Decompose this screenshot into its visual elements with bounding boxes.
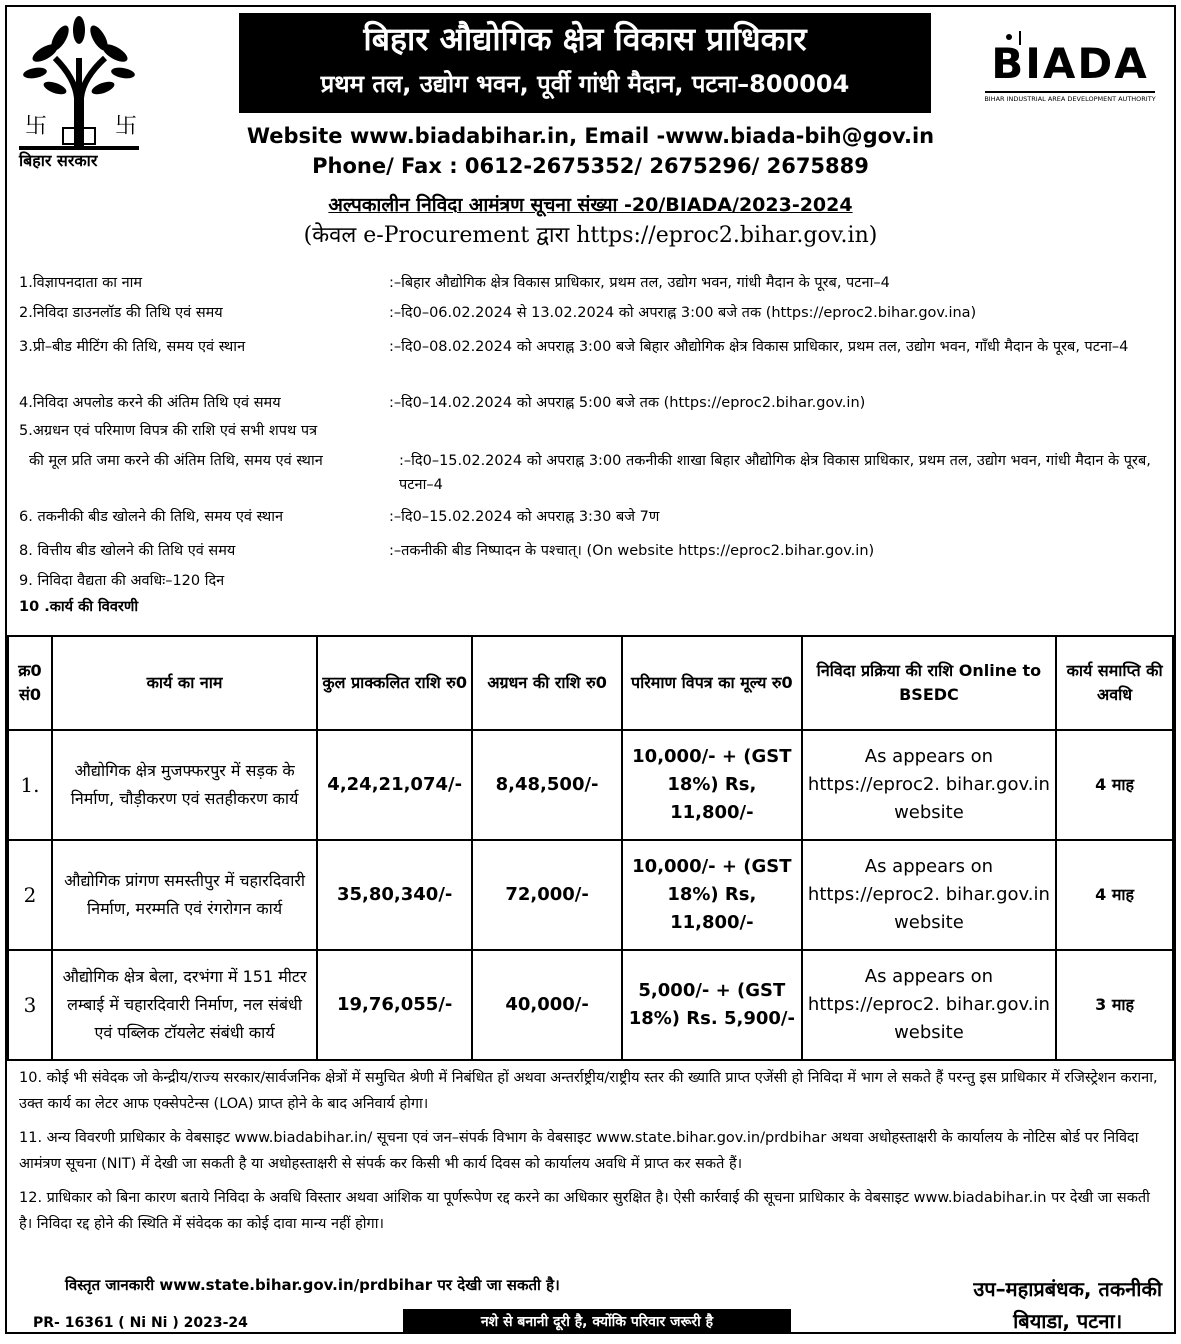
logo-text: BIADA	[991, 39, 1149, 88]
page-title: बिहार औद्योगिक क्षेत्र विकास प्राधिकार	[363, 20, 807, 58]
detail-label: 5.अग्रधन एवं परिमाण विपत्र की राशि एवं सभी शपथ पत्र	[19, 423, 318, 439]
col-header-estimate: कुल प्राक्कलित राशि रु0	[317, 636, 472, 730]
logo-rule	[985, 91, 1155, 93]
detail-label: 2.निविदा डाउनलॉड की तिथि एवं समय	[19, 305, 223, 321]
detail-row	[7, 569, 1174, 595]
cell-name: औद्योगिक प्रांगण समस्तीपुर में चहारदिवारी निर्माण, मरम्मति एवं रंगरोगन कार्य	[52, 840, 317, 950]
svg-text:卐: 卐	[115, 114, 138, 139]
notice-number: अल्पकालीन निविदा आमंत्रण सूचना संख्या -20/BIADA/2023-2024	[328, 194, 853, 216]
svg-text:卐: 卐	[25, 114, 48, 139]
biada-logo	[975, 29, 1165, 119]
cell-sno: 1.	[8, 730, 52, 840]
cell-estimate: 19,76,055/-	[317, 950, 472, 1060]
detail-value: :–दि0–08.02.2024 को अपराह्न 3:00 बजे बिहार औद्योगिक क्षेत्र विकास प्राधिकार, प्रथम तल, उद्योग भवन, गाँधी मैदान के पूरब, पटना–4	[389, 339, 1129, 355]
detail-value: :–दि0–06.02.2024 से 13.02.2024 को अपराह्न 3:00 बजे तक (https://eproc2.bihar.gov.ina)	[389, 305, 977, 321]
info-line: विस्तृत जानकारी www.state.bihar.gov.in/prdbihar पर देखी जा सकती है।	[65, 1276, 560, 1294]
col-header-fee: निविदा प्रक्रिया की राशि Online to BSEDC	[802, 636, 1057, 730]
table-header-row	[8, 636, 1173, 730]
phone-line: Phone/ Fax : 0612-2675352/ 2675296/ 2675889	[312, 154, 869, 178]
detail-row	[7, 595, 1174, 621]
cell-name: औद्योगिक क्षेत्र मुजफ्फरपुर में सड़क के निर्माण, चौड़ीकरण एवं सतहीकरण कार्य	[52, 730, 317, 840]
cell-emd: 8,48,500/-	[472, 730, 622, 840]
detail-row	[7, 271, 1174, 295]
table-row	[8, 730, 1173, 840]
cell-estimate: 35,80,340/-	[317, 840, 472, 950]
cell-fee: As appears on https://eproc2. bihar.gov.in website	[802, 730, 1057, 840]
detail-label: 3.प्री–बीड मीटिंग की तिथि, समय एवं स्थान	[19, 339, 246, 355]
emblem-caption: बिहार सरकार	[19, 151, 98, 170]
detail-row	[7, 539, 1174, 569]
cell-sno: 2	[8, 840, 52, 950]
terms-block	[7, 1065, 1174, 1245]
term-10: 10. कोई भी संवेदक जो केन्द्रीय/राज्य सरकार/सार्वजनिक क्षेत्रों में समुचित श्रेणी में निबंधित हों अथवा अन्तर्राष्ट्रीय/राष्ट्रीय स्तर की ख्याति प्राप्त एजेंसी हो निविदा में भाग ले सकते हैं परन्तु इस प्राधिकार में रजिस्ट्रेशन कराना, उक्त कार्य का लेटर आफ एक्सेपटेन्स (LOA) प्राप्त होने के बाद अनिवार्य होगा।	[19, 1070, 1158, 1112]
table-row	[8, 950, 1173, 1060]
detail-row	[7, 449, 1174, 505]
slogan-banner: नशे से बनानी दूरी है, क्योंकि परिवार जरूरी है	[403, 1309, 791, 1334]
col-header-period: कार्य समाप्ति की अवधि	[1056, 636, 1173, 730]
cell-bq: 10,000/- + (GST 18%) Rs, 11,800/-	[622, 840, 802, 950]
col-header-bq: परिमाण विपत्र का मूल्य रु0	[622, 636, 802, 730]
notice-subtitle: (केवल e-Procurement द्वारा https://eproc2.bihar.gov.in)	[303, 223, 878, 248]
detail-row	[7, 419, 1174, 449]
website-line: Website www.biadabihar.in, Email -www.biada-bih@gov.in	[246, 124, 935, 148]
detail-value: :–तकनीकी बीड निष्पादन के पश्चात्। (On website https://eproc2.bihar.gov.in)	[389, 543, 875, 559]
cell-sno: 3	[8, 950, 52, 1060]
detail-label: 4.निविदा अपलोड करने की अंतिम तिथि एवं समय	[19, 395, 281, 411]
logo-subtitle: BIHAR INDUSTRIAL AREA DEVELOPMENT AUTHORITY	[984, 95, 1156, 103]
signatory-block	[973, 1273, 1162, 1334]
cell-fee: As appears on https://eproc2. bihar.gov.in website	[802, 840, 1057, 950]
col-header-sno: क्र0 सं0	[8, 636, 52, 730]
detail-row	[7, 391, 1174, 419]
detail-row	[7, 335, 1174, 391]
detail-value: :–दि0–15.02.2024 को अपराह्न 3:30 बजे 7ण	[389, 509, 660, 525]
cell-period: 4 माह	[1056, 730, 1173, 840]
notice-header	[7, 7, 1174, 247]
cell-bq: 10,000/- + (GST 18%) Rs, 11,800/-	[622, 730, 802, 840]
detail-value: :–दि0–15.02.2024 को अपराह्न 3:00 तकनीकी शाखा बिहार औद्योगिक क्षेत्र विकास प्राधिकार, प्रथम तल, उद्योग भवन, गांधी मैदान के पूरब, पटना–4	[399, 453, 1151, 493]
detail-label: 6. तकनीकी बीड खोलने की तिथि, समय एवं स्थान	[19, 509, 284, 525]
signatory-office: बियाडा, पटना।	[1013, 1309, 1123, 1333]
detail-label: 1.विज्ञापनदाता का नाम	[19, 275, 143, 291]
tender-details	[7, 271, 1174, 621]
cell-fee: As appears on https://eproc2. bihar.gov.in website	[802, 950, 1057, 1060]
term-12: 12. प्राधिकार को बिना कारण बताये निविदा के अवधि विस्तार अथवा आंशिक या पूर्णरूपेण रद्द करने का अधिकार सुरक्षित है। ऐसी कार्रवाई की सूचना प्राधिकार के वेबसाइट www.biadabihar.in पर देखी जा सकती है। निविदा रद्द होने की स्थिति में संवेदक का कोई दावा मान्य नहीं होगा।	[19, 1190, 1150, 1232]
tender-notice	[5, 5, 1176, 1334]
cell-estimate: 4,24,21,074/-	[317, 730, 472, 840]
detail-label: 10 .कार्य की विवरणी	[19, 599, 139, 615]
detail-value: :–बिहार औद्योगिक क्षेत्र विकास प्राधिकार, प्रथम तल, उद्योग भवन, गांधी मैदान के पूरब, पटना–4	[389, 275, 890, 291]
cell-bq: 5,000/- + (GST 18%) Rs. 5,900/-	[622, 950, 802, 1060]
works-table	[7, 635, 1174, 1061]
table-row	[8, 840, 1173, 950]
pr-number: PR- 16361 ( Ni Ni ) 2023-24	[33, 1315, 248, 1331]
col-header-emd: अग्रधन की राशि रु0	[472, 636, 622, 730]
col-header-name: कार्य का नाम	[52, 636, 317, 730]
detail-row	[7, 505, 1174, 539]
term-11: 11. अन्य विवरणी प्राधिकार के वेबसाइट www.biadabihar.in/ सूचना एवं जन–संपर्क विभाग के वेबसाइट www.state.bihar.gov.in/prdbihar अथवा अधोहस्ताक्षरी के कार्यालय के नोटिस बोर्ड पर निविदा आमंत्रण सूचना (NIT) में देखी जा सकती है या अधोहस्ताक्षरी से संपर्क कर किसी भी कार्य दिवस को कार्यालय अवधि में प्राप्त कर सकते हैं।	[19, 1130, 1139, 1172]
detail-row	[7, 301, 1174, 335]
cell-name: औद्योगिक क्षेत्र बेला, दरभंगा में 151 मीटर लम्बाई में चहारदिवारी निर्माण, नल संबंधी एवं पब्लिक टॉयलेट संबंधी कार्य	[52, 950, 317, 1060]
cell-period: 4 माह	[1056, 840, 1173, 950]
detail-label: की मूल प्रति जमा करने की अंतिम तिथि, समय एवं स्थान	[29, 453, 323, 469]
detail-label: 9. निविदा वैद्यता की अवधिः–120 दिन	[19, 573, 225, 589]
detail-value: :–दि0–14.02.2024 को अपराह्न 5:00 बजे तक (https://eproc2.bihar.gov.in)	[389, 395, 866, 411]
signatory-designation: उप–महाप्रबंधक, तकनीकी	[973, 1277, 1162, 1301]
contact-block	[7, 121, 1174, 181]
cell-period: 3 माह	[1056, 950, 1173, 1060]
title-banner	[239, 13, 931, 113]
office-address: प्रथम तल, उद्योग भवन, पूर्वी गांधी मैदान, पटना–800004	[320, 70, 850, 98]
cell-emd: 72,000/-	[472, 840, 622, 950]
detail-label: 8. वित्तीय बीड खोलने की तिथि एवं समय	[19, 543, 236, 559]
cell-emd: 40,000/-	[472, 950, 622, 1060]
